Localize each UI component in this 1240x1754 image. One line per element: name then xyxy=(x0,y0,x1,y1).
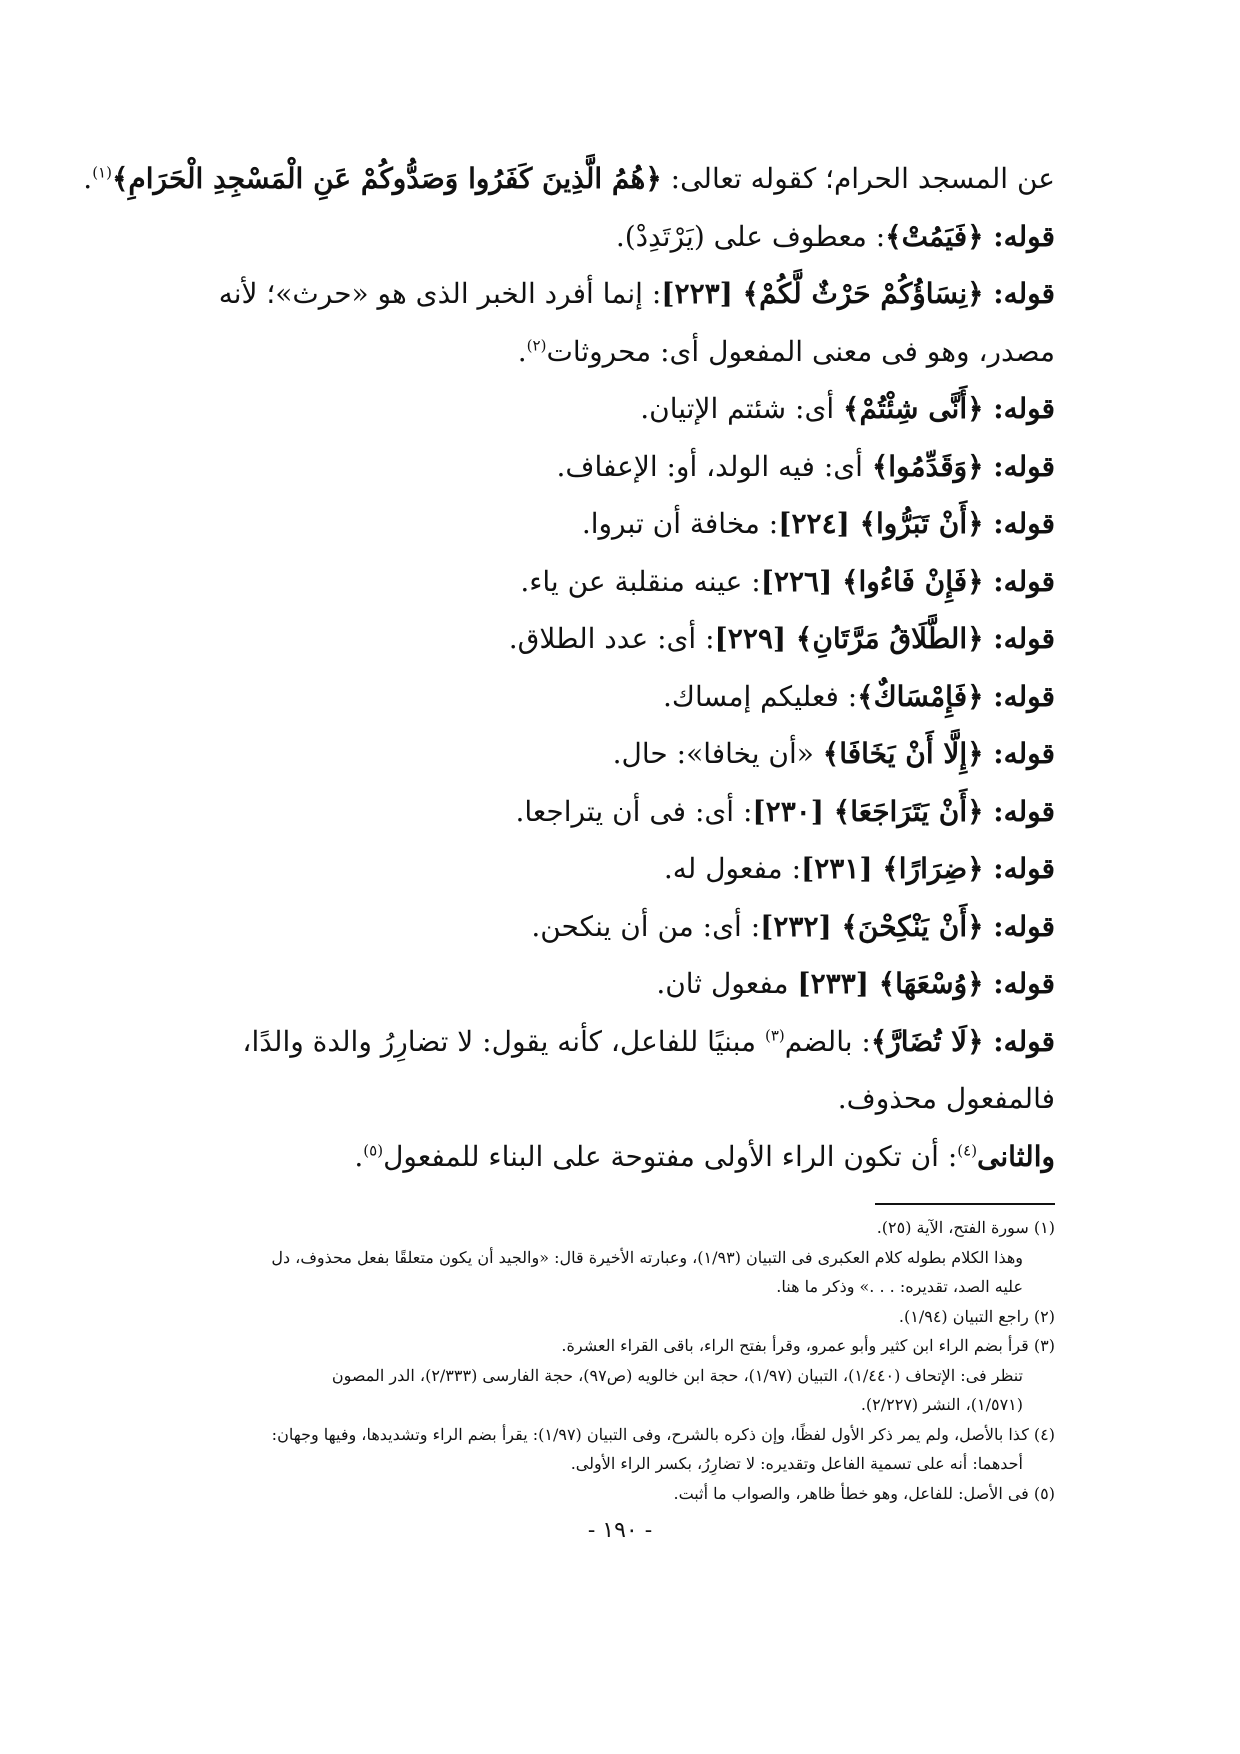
footnote-ref: (٥) xyxy=(363,1141,384,1160)
quran-quote: ﴿أَنْ يَنْكِحْنَ﴾ xyxy=(841,909,984,943)
text-line-18 xyxy=(205,1128,1055,1186)
quran-quote: ﴿فَيَمُتْ﴾ xyxy=(885,219,984,253)
footnote-1-cont: وهذا الكلام بطوله كلام العكبرى فى التبيان (١/٩٣)، وعبارته الأخيرة قال: «والجيد أن يكون متعلقًا بفعل محذوف، دل xyxy=(271,1247,1023,1267)
entry-text: : أى: من أن ينكحن. xyxy=(531,909,761,943)
text-line-13 xyxy=(205,840,1055,898)
page-number: - ١٩٠ - xyxy=(587,1518,653,1543)
text-line-5 xyxy=(205,380,1055,438)
line-text: فالمفعول محذوف. xyxy=(837,1082,1055,1115)
footnote-5: (٥) فى الأصل: للفاعل، وهو خطأ ظاهر، والصواب ما أثبت. xyxy=(673,1483,1055,1503)
text-line-2 xyxy=(205,208,1055,266)
footnote-4-cont: أحدهما: أنه على تسمية الفاعل وتقديره: لا تضارِرُ، بكسر الراء الأولى. xyxy=(570,1454,1023,1473)
quran-quote: ﴿فَإِمْسَاكٌ﴾ xyxy=(857,679,984,713)
footnote-divider xyxy=(875,1203,1055,1205)
quran-quote: ﴿إِلَّا أَنْ يَخَافَا﴾ xyxy=(822,737,984,770)
text-line-8 xyxy=(205,553,1055,611)
verse-number: [٢٣٠] xyxy=(752,794,834,828)
quran-quote: ﴿لَا تُضَارَّ﴾ xyxy=(870,1024,984,1058)
entry-label: قوله: xyxy=(983,909,1055,943)
entry-text: : عينه منقلبة عن ياء. xyxy=(520,564,761,598)
verse-number: [٢٢٦] xyxy=(760,564,843,598)
text-line-17 xyxy=(205,1070,1055,1128)
entry-text: مفعول ثان. xyxy=(656,967,798,1000)
text-line-10 xyxy=(205,668,1055,726)
text-line-12 xyxy=(205,783,1055,841)
text-line-9 xyxy=(205,610,1055,668)
footnote-4: (٤) كذا بالأصل، ولم يمر ذكر الأول لفظًا، وإن ذكره بالشرح، وفى التبيان (١/٩٧): يقرأ بضم الراء وتشديدها، وفيها وجهان: xyxy=(271,1424,1055,1444)
entry-label: قوله: xyxy=(983,794,1055,828)
line-end: . xyxy=(83,162,93,195)
verse-number: [٢٢٤] xyxy=(778,507,860,540)
text-line-6 xyxy=(205,438,1055,496)
entry-label: قوله: xyxy=(983,449,1055,483)
entry-label: قوله: xyxy=(983,679,1055,713)
entry-label: قوله: xyxy=(983,1024,1055,1058)
quran-quote: ﴿وَقَدِّمُوا﴾ xyxy=(871,449,984,483)
entry-text: : بالضم xyxy=(784,1024,871,1058)
text-line-4 xyxy=(205,323,1055,381)
footnote-1: (١) سورة الفتح، الآية (٢٥). xyxy=(876,1218,1055,1237)
text-line-7 xyxy=(205,495,1055,553)
footnote-3-cont: تنظر فى: الإتحاف (١/٤٤٠)، التبيان (١/٩٧)، حجة ابن خالويه (ص٩٧)، حجة الفارسى (٢/٣٣٣)، الدر المصون xyxy=(331,1365,1023,1385)
verse-number: [٢٢٣] xyxy=(661,277,743,310)
entry-label: قوله: xyxy=(983,277,1055,310)
quran-quote: ﴿الطَّلَاقُ مَرَّتَانِ﴾ xyxy=(795,622,984,655)
line-text: عن المسجد الحرام؛ كقوله تعالى: xyxy=(661,162,1055,195)
entry-text: أى: شئتم الإتيان. xyxy=(640,392,844,425)
footnote-ref: (٤) xyxy=(957,1141,978,1160)
entry-text: : معطوف على (يَرْتَدِدْ). xyxy=(615,219,886,253)
entry-label: قوله: xyxy=(983,967,1055,1000)
entry-label: قوله: xyxy=(983,622,1055,655)
text-line-16 xyxy=(205,1013,1055,1071)
text-line-14 xyxy=(205,898,1055,956)
verse-number: [٢٣٣] xyxy=(797,967,879,1000)
quran-quote: ﴿هُمُ الَّذِينَ كَفَرُوا وَصَدُّوكُمْ عَنِ الْمَسْجِدِ الْحَرَامِ﴾ xyxy=(111,162,662,195)
line-end: . xyxy=(517,334,527,368)
entry-label: قوله: xyxy=(983,564,1055,598)
entry-text: : فعليكم إمساك. xyxy=(662,679,858,713)
footnotes xyxy=(205,1213,1055,1508)
entry-label: قوله: xyxy=(983,852,1055,885)
verse-number: [٢٢٩] xyxy=(714,622,796,655)
entry-text: : إنما أفرد الخبر الذى هو «حرث»؛ لأنه xyxy=(218,277,662,310)
quran-quote: ﴿وُسْعَهَا﴾ xyxy=(878,967,984,1000)
entry-text: : أى: فى أن يتراجعا. xyxy=(515,794,753,828)
footnote-2: (٢) راجع التبيان (١/٩٤). xyxy=(898,1306,1055,1326)
quran-quote: ﴿فَإِنْ فَاءُوا﴾ xyxy=(842,564,984,598)
entry-label: قوله: xyxy=(983,507,1055,540)
entry-text: «أن يخافا»: حال. xyxy=(612,737,823,770)
verse-number: [٢٣٢] xyxy=(760,909,842,943)
quran-quote: ﴿أَنْ يَتَرَاجَعَا﴾ xyxy=(833,794,984,828)
quran-quote: ﴿ضِرَارًا﴾ xyxy=(882,852,984,885)
footnote-3: (٣) قرأ بضم الراء ابن كثير وأبو عمرو، وقرأ بفتح الراء، باقى القراء العشرة. xyxy=(561,1336,1055,1355)
text-line-3 xyxy=(205,265,1055,323)
entry-text-cont: مبنيًا للفاعل، كأنه يقول: لا تضارِرُ والدة والدًا، xyxy=(242,1024,765,1058)
entry-text: : مخافة أن تبروا. xyxy=(581,507,779,540)
entry-label: والثانى xyxy=(977,1139,1055,1173)
quran-quote: ﴿نِسَاؤُكُمْ حَرْثٌ لَّكُمْ﴾ xyxy=(742,277,984,310)
entry-label: قوله: xyxy=(983,737,1055,770)
footnote-ref: (٢) xyxy=(526,336,547,355)
verse-number: [٢٣١] xyxy=(801,852,883,885)
quran-quote: ﴿أَنْ تَبَرُّوا﴾ xyxy=(859,507,984,540)
footnote-ref: (١) xyxy=(92,163,112,182)
line-text: مصدر، وهو فى معنى المفعول أى: محروثات xyxy=(546,334,1055,368)
main-text xyxy=(83,150,1055,1185)
footnote-ref: (٣) xyxy=(764,1026,785,1045)
entry-text: أى: فيه الولد، أو: الإعفاف. xyxy=(556,449,872,483)
text-line-11 xyxy=(205,725,1055,783)
entry-label: قوله: xyxy=(983,392,1055,425)
entry-text: : مفعول له. xyxy=(663,852,802,885)
entry-text: : أن تكون الراء الأولى مفتوحة على البناء للمفعول xyxy=(383,1139,958,1173)
entry-label: قوله: xyxy=(983,219,1055,253)
footnote-3-cont: (١/٥٧١)، النشر (٢/٢٢٧). xyxy=(860,1395,1023,1414)
footnote-1-cont: عليه الصد، تقديره: . . .» وذكر ما هنا. xyxy=(776,1277,1023,1296)
quran-quote: ﴿أَنَّى شِئْتُمْ﴾ xyxy=(843,392,984,425)
text-line-1 xyxy=(83,150,1055,208)
entry-text: : أى: عدد الطلاق. xyxy=(508,622,715,655)
text-line-15 xyxy=(205,955,1055,1013)
line-end: . xyxy=(354,1139,364,1173)
